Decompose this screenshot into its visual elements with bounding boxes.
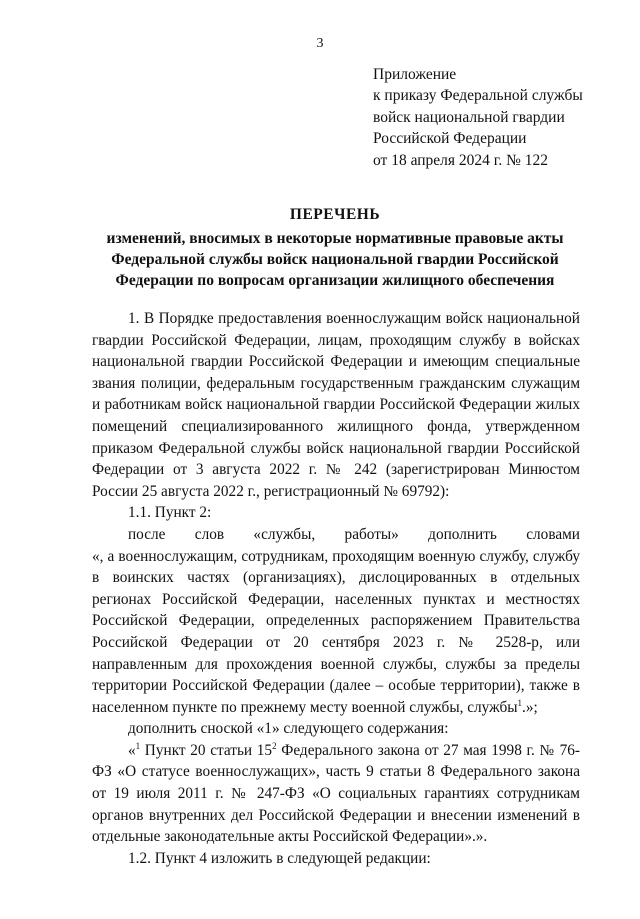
appendix-line: Российской Федерации bbox=[373, 130, 527, 148]
insert-text-end: .»; bbox=[522, 698, 538, 716]
word: слов bbox=[194, 525, 225, 543]
title-line: Федерации по вопросам организации жилищного обеспечения bbox=[115, 272, 555, 289]
document-title bbox=[90, 206, 580, 291]
paragraph-1-1: 1.1. Пункт 2: bbox=[128, 504, 212, 522]
appendix-line: к приказу Федеральной службы bbox=[373, 87, 583, 105]
appendix-header bbox=[373, 64, 623, 171]
title-main: ПЕРЕЧЕНЬ bbox=[289, 206, 381, 223]
footnote-marker: 1 bbox=[517, 697, 523, 708]
appendix-line: от 18 апреля 2024 г. № 122 bbox=[373, 151, 549, 169]
paragraph-1-2: 1.2. Пункт 4 изложить в следующей редакции: bbox=[128, 849, 431, 867]
article-superscript: 2 bbox=[272, 740, 277, 751]
word: дополнить bbox=[428, 525, 497, 543]
paragraph-1: 1. В Порядке предоставления военнослужащим войск национальной гвардии Российской Федерации, лицам, проходящим службу в войсках национальной гвардии Российской Федерации и имеющим специальные звания полиции, федеральным государственным гражданским служащим и работникам войск национальной гвардии Российской Федерации жилых помещений специализированного жилищного фонда, утвержденном приказом Федеральной службы войск национальной гвардии Российской Федерации от 3 августа 2022 г. № 242 (зарегистрирован Минюстом России 25 августа 2022 г., регистрационный № 69792): bbox=[92, 310, 580, 500]
word: работы» bbox=[344, 525, 399, 543]
page-number: 3 bbox=[316, 36, 324, 51]
appendix-line: Приложение bbox=[373, 66, 457, 83]
footnote-text-b: Федерального закона от 27 мая 1998 г. № 76-ФЗ «О статусе военнослужащих», часть 9 статьи 8 Федерального закона от 19 июля 2011 г. № 247-ФЗ «О социальных гарантиях сотрудникам органов внутренних дел Российской Федерации и внесении изменений в отдельные законодательные акты Российской Федерации».». bbox=[92, 741, 580, 846]
paragraph-footnote-text bbox=[92, 740, 580, 848]
word: «службы, bbox=[253, 525, 316, 543]
quote-open: « bbox=[128, 741, 136, 759]
word: словами bbox=[526, 525, 580, 543]
footnote-text-a: Пункт 20 статьи 15 bbox=[140, 741, 273, 759]
title-subtitle bbox=[90, 228, 580, 291]
appendix-line: войск национальной гвардии bbox=[373, 108, 565, 126]
paragraph-footnote-intro: дополнить сноской «1» следующего содержания: bbox=[128, 720, 449, 738]
title-line: Федеральной службы войск национальной гвардии Российской bbox=[111, 251, 559, 268]
footnote-marker: 1 bbox=[135, 740, 141, 751]
paragraph-after-words-line bbox=[92, 524, 580, 546]
title-line: изменений, вносимых в некоторые нормативные правовые акты bbox=[106, 230, 564, 247]
insert-text: «, а военнослужащим, сотрудникам, проходящим военную службу, службу в воинских частях (организациях), дислоцированных в отдельных регионах Российской Федерации, населенных пунктах и местностях Российской Федерации, определенных распоряжением Правительства Российской Федерации от 20 сентября 2023 г. № 2528-р, или направленным для прохождения военной службы, службы за пределы территории Российской Федерации (далее – особые территории), также в населенном пункте по прежнему месту военной службы, службы bbox=[92, 547, 580, 716]
word: после bbox=[128, 525, 166, 543]
document-body bbox=[92, 308, 580, 869]
paragraph-insert-text bbox=[92, 546, 580, 719]
